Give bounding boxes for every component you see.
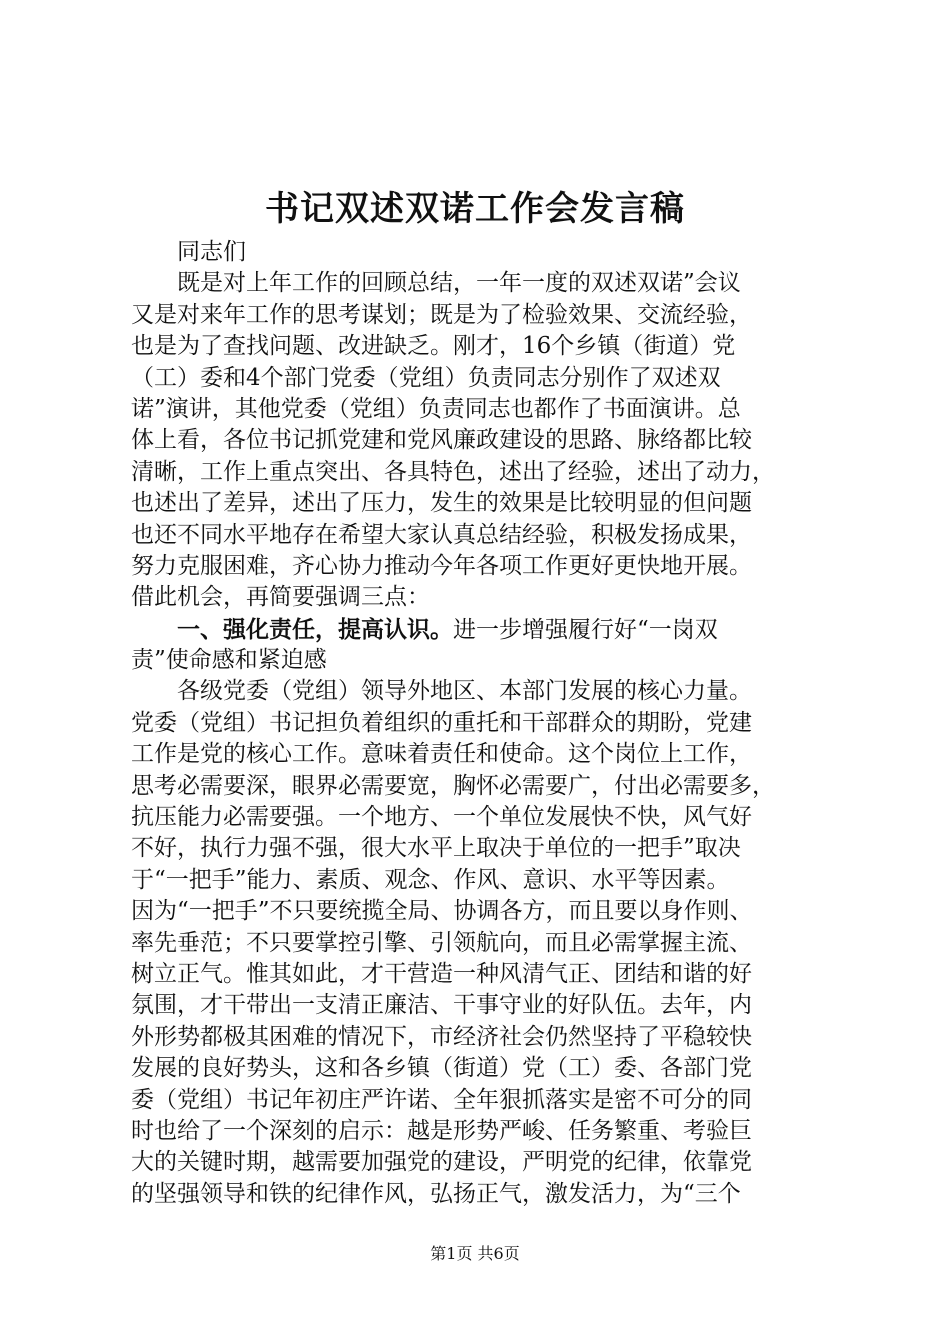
paragraph-line: 体上看，各位书记抓党建和党风廉政建设的思路、脉络都比较 [131, 427, 752, 454]
paragraph-line: 大的关键时期，越需要加强党的建设，严明党的纪律，依靠党 [131, 1149, 752, 1176]
section-heading-line-2: 责”使命感和紧迫感 [131, 647, 327, 674]
paragraph-line: 委（党组）书记年初庄严许诺、全年狠抓落实是密不可分的同 [131, 1086, 752, 1113]
paragraph-line: 发展的良好势头，这和各乡镇（街道）党（工）委、各部门党 [131, 1055, 752, 1082]
paragraph-line: 氛围，才干带出一支清正廉洁、干事守业的好队伍。去年，内 [131, 992, 752, 1019]
paragraph-line: 时也给了一个深刻的启示：越是形势严峻、任务繁重、考验巨 [131, 1117, 752, 1144]
paragraph-line: 外形势都极其困难的情况下，市经济社会仍然坚持了平稳较快 [131, 1023, 752, 1050]
paragraph-line: 于“一把手”能力、素质、观念、作风、意识、水平等因素。 [131, 866, 730, 893]
paragraph-line: 党委（党组）书记担负着组织的重托和干部群众的期盼，党建 [131, 709, 752, 736]
document-title: 书记双述双诺工作会发言稿 [265, 189, 685, 229]
section-heading-rest: 进一步增强履行好“一岗双 [453, 616, 718, 643]
paragraph-line: 不好，执行力强不强，很大水平上取决于单位的一把手”取决 [131, 835, 741, 862]
paragraph-line: 率先垂范；不只要掌控引擎、引领航向，而且必需掌握主流、 [131, 929, 752, 956]
paragraph-line: 又是对来年工作的思考谋划；既是为了检验效果、交流经验， [131, 301, 752, 328]
paragraph-line: 清晰，工作上重点突出、各具特色，述出了经验，述出了动力， [131, 458, 775, 485]
paragraph-line: 也还不同水平地存在希望大家认真总结经验，积极发扬成果， [131, 521, 752, 548]
paragraph-line: 努力克服困难，齐心协力推动今年各项工作更好更快地开展。 [131, 552, 752, 579]
page-footer: 第1页 共6页 [430, 1244, 520, 1263]
paragraph-line: 诺”演讲，其他党委（党组）负责同志也都作了书面演讲。总 [131, 395, 741, 422]
paragraph-line: 工作是党的核心工作。意味着责任和使命。这个岗位上工作， [131, 741, 752, 768]
paragraph-line: 既是对上年工作的回顾总结，一年一度的双述双诺”会议 [177, 270, 741, 297]
paragraph-line: 思考必需要深，眼界必需要宽，胸怀必需要广，付出必需要多， [131, 772, 775, 799]
paragraph-line: 因为“一把手”不只要统揽全局、协调各方，而且要以身作则、 [131, 898, 753, 925]
paragraph-line: 树立正气。惟其如此，才干营造一种风清气正、团结和谐的好 [131, 960, 752, 987]
paragraph-line: （工）委和4个部门党委（党组）负责同志分别作了双述双 [131, 364, 721, 391]
paragraph-line: 抗压能力必需要强。一个地方、一个单位发展快不快，风气好 [131, 804, 752, 831]
paragraph-line: 的坚强领导和铁的纪律作风，弘扬正气，激发活力，为“三个 [131, 1180, 741, 1207]
paragraph-line: 也述出了差异，述出了压力，发生的效果是比较明显的但问题 [131, 490, 752, 517]
paragraph-line: 各级党委（党组）领导外地区、本部门发展的核心力量。 [177, 678, 752, 705]
section-heading-line [131, 614, 831, 645]
paragraph-line: 借此机会，再简要强调三点： [131, 584, 430, 611]
section-heading: 一、强化责任，提高认识。 [177, 615, 453, 643]
salutation: 同志们 [177, 239, 246, 265]
paragraph-line: 也是为了查找问题、改进缺乏。刚才，16个乡镇（街道）党 [131, 333, 736, 360]
document-body [131, 237, 831, 1210]
